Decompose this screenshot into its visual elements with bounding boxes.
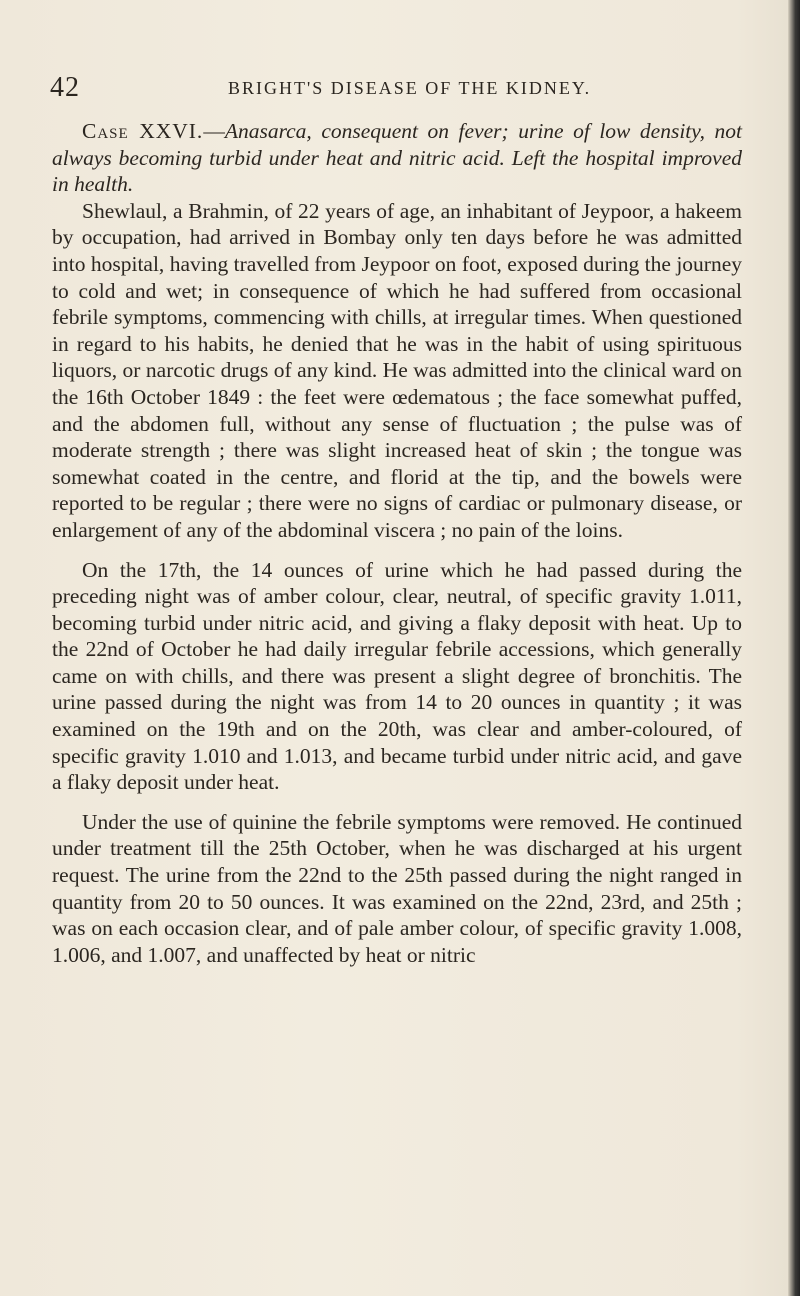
case-title: Anasarca, consequent on fever; urine of low density, not always becoming turbid under heat and nitric acid. Left the hospital improved in health.: [52, 119, 742, 197]
case-label: Case XXVI.: [82, 119, 204, 143]
case-separator: —: [203, 119, 225, 143]
paragraph: Under the use of quinine the febrile symptoms were removed. He continued under treatment till the 25th October, when he was discharged at his urgent request. The urine from the 22nd to the 25th passed during the night ranged in quantity from 20 to 50 ounces. It was examined on the 22nd, 23rd, and 25th ; was on each occasion clear, and of pale amber colour, of specific gravity 1.008, 1.006, and 1.007, and unaffected by heat or nitric: [52, 809, 742, 967]
running-title: BRIGHT'S DISEASE OF THE KIDNEY.: [228, 78, 592, 98]
paragraph: Shewlaul, a Brahmin, of 22 years of age, an inhabitant of Jeypoor, a hakeem by occupation, had arrived in Bombay only ten days before he was admitted into hospital, having travelled from Jeypoor on foot, exposed during the journey to cold and wet; in consequence of which he had suffered from occasional febrile symptoms, commencing with chills, at irregular times. When questioned in regard to his habits, he denied that he was in the habit of using spirituous liquors, or narcotic drugs of any kind. He was admitted into the clinical ward on the 16th October 1849 : the feet were œdematous ; the face somewhat puffed, and the abdomen full, without any sense of fluctuation ; the pulse was of moderate strength ; there was slight increased heat of skin ; the tongue was somewhat coated in the centre, and florid at the tip, and the bowels were reported to be regular ; there were no signs of cardiac or pulmonary disease, or enlargement of any of the abdominal viscera ; no pain of the loins.: [52, 198, 742, 542]
running-head: [0, 72, 800, 112]
page-number: 42: [50, 72, 80, 103]
binding-edge: [788, 0, 800, 1296]
case-heading: [52, 118, 742, 198]
body-text: [52, 118, 742, 968]
paragraph: On the 17th, the 14 ounces of urine which he had passed during the preceding night was of amber colour, clear, neutral, of specific gravity 1.011, becoming turbid under nitric acid, and giving a flaky deposit with heat. Up to the 22nd of October he had daily irregular febrile accessions, which generally came on with chills, and there was present a slight degree of bronchitis. The urine passed during the night was from 14 to 20 ounces in quantity ; it was examined on the 19th and on the 20th, was clear and amber-coloured, of specific gravity 1.010 and 1.013, and became turbid under nitric acid, and gave a flaky deposit under heat.: [52, 557, 742, 795]
